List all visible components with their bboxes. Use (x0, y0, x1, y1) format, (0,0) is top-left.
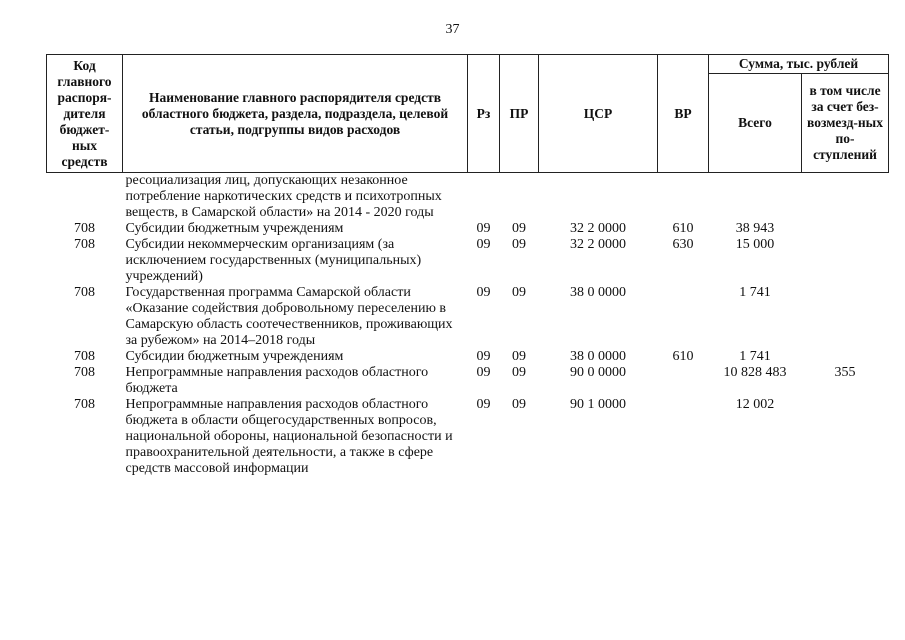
cell-pr: 09 (512, 397, 526, 412)
cell-name: Непрограммные направления расходов областного бюджета в области общегосударственных вопросов, национальной обороны, национальной безопасности и правоохранительной деятельности, а также в сфере средств массовой информации (125, 397, 453, 476)
cell-vr (658, 173, 709, 222)
table-row (47, 397, 889, 477)
page-number: 37 (445, 22, 460, 37)
header-csr: ЦСР (539, 55, 658, 173)
table-body (47, 173, 889, 478)
cell-total: 1 741 (739, 285, 771, 300)
cell-name: Государственная программа Самарской области «Оказание содействия добровольному переселению в Самарскую область соотечественников, проживающих за рубежом» на 2014–2018 годы (125, 285, 453, 348)
cell-code: 708 (74, 349, 95, 364)
cell-total: 1 741 (739, 349, 771, 364)
header-vr: ВР (658, 55, 709, 173)
header-name: Наименование главного распорядителя средств областного бюджета, раздела, подраздела, целевой статьи, подгруппы видов расходов (123, 55, 468, 173)
cell-total (709, 173, 802, 222)
header-free: в том числе за счет без-возмезд-ных по-ступлений (802, 74, 889, 173)
cell-vr: 610 (672, 221, 694, 236)
header-sum-group: Сумма, тыс. рублей (709, 55, 889, 74)
cell-free (802, 237, 889, 285)
cell-free (802, 397, 889, 477)
cell-code: 708 (74, 221, 95, 236)
cell-free: 355 (834, 365, 856, 380)
cell-pr: 09 (512, 365, 526, 380)
cell-vr (658, 365, 709, 397)
cell-vr (658, 285, 709, 349)
cell-rz: 09 (476, 397, 491, 412)
cell-code: 708 (74, 285, 95, 300)
cell-csr: 38 0 0000 (570, 285, 626, 300)
table-row (47, 349, 889, 365)
cell-pr: 09 (512, 221, 526, 236)
cell-rz: 09 (476, 221, 491, 236)
cell-total: 10 828 483 (723, 365, 787, 380)
cell-total: 38 943 (735, 221, 775, 236)
cell-code (47, 173, 123, 222)
table-row (47, 237, 889, 285)
cell-rz: 09 (476, 285, 491, 300)
cell-free (802, 221, 889, 237)
table-row (47, 365, 889, 397)
cell-csr (539, 173, 658, 222)
cell-name: ресоциализация лиц, допускающих незаконное потребление наркотических средств и психотропных веществ, в Самарской области» на 2014 - 2020 годы (125, 173, 442, 220)
cell-pr: 09 (512, 285, 526, 300)
cell-free (802, 173, 889, 222)
cell-vr: 610 (672, 349, 694, 364)
table-row (47, 285, 889, 349)
cell-vr: 630 (672, 237, 694, 252)
header-pr: ПР (500, 55, 539, 173)
cell-name: Субсидии бюджетным учреждениям (125, 221, 344, 236)
cell-code: 708 (74, 237, 95, 252)
cell-code: 708 (74, 397, 95, 412)
header-total: Всего (709, 74, 802, 173)
cell-rz: 09 (476, 365, 491, 380)
cell-pr: 09 (512, 237, 526, 252)
cell-pr (500, 173, 539, 222)
budget-table (46, 54, 889, 477)
cell-free (802, 349, 889, 365)
cell-total: 15 000 (735, 237, 775, 252)
table-row (47, 221, 889, 237)
cell-csr: 32 2 0000 (570, 237, 626, 252)
cell-pr: 09 (512, 349, 526, 364)
table-header (47, 55, 889, 173)
cell-free (802, 285, 889, 349)
cell-vr (658, 397, 709, 477)
cell-code: 708 (74, 365, 95, 380)
cell-total: 12 002 (735, 397, 775, 412)
cell-csr: 38 0 0000 (570, 349, 626, 364)
cell-rz (468, 173, 500, 222)
cell-name: Непрограммные направления расходов областного бюджета (125, 365, 429, 396)
cell-rz: 09 (476, 237, 491, 252)
cell-csr: 90 0 0000 (570, 365, 626, 380)
cell-name: Субсидии некоммерческим организациям (за исключением государственных (муниципальных) учреждений) (125, 237, 422, 284)
header-code: Код главного распоря-дителя бюджет-ных средств (47, 55, 123, 173)
table-row (47, 173, 889, 222)
cell-csr: 90 1 0000 (570, 397, 626, 412)
cell-rz: 09 (476, 349, 491, 364)
cell-name: Субсидии бюджетным учреждениям (125, 349, 344, 364)
cell-csr: 32 2 0000 (570, 221, 626, 236)
header-rz: Рз (468, 55, 500, 173)
